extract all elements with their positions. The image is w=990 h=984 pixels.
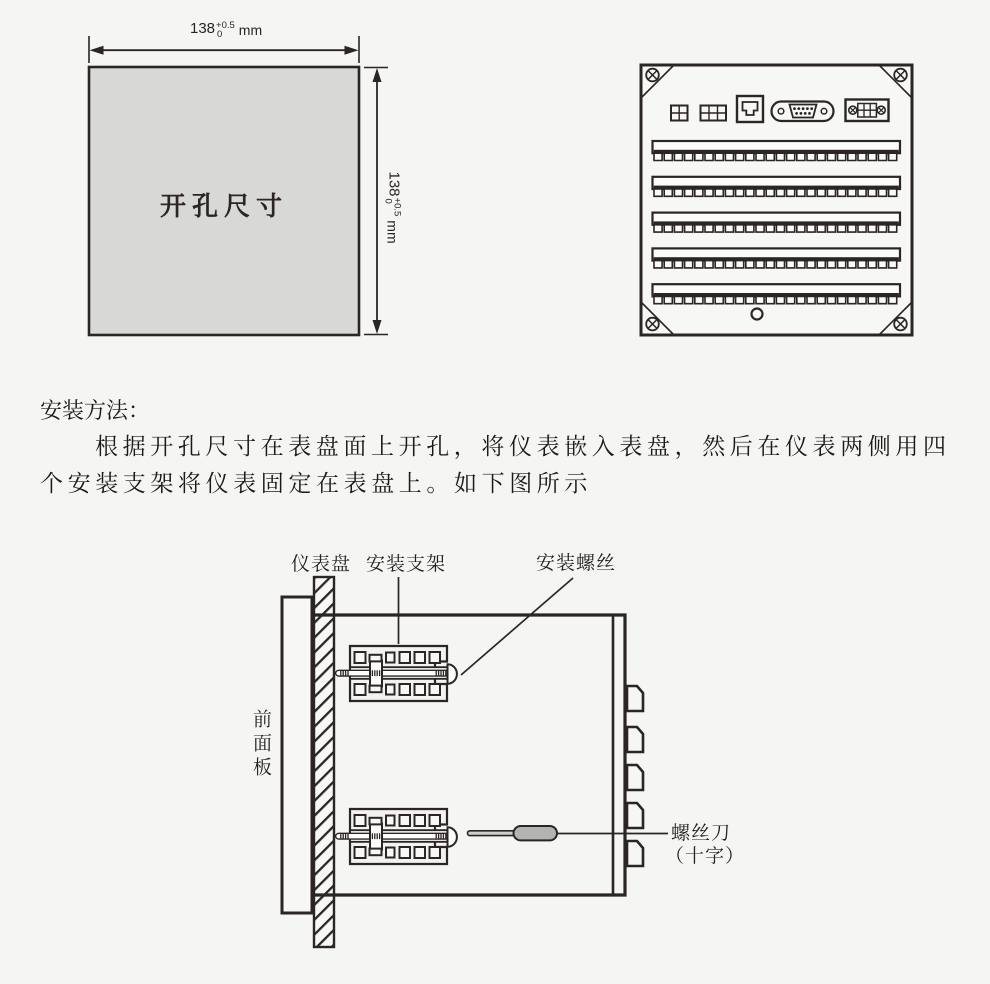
- mounting-bracket: [336, 809, 457, 864]
- height-dimension-label: [381, 171, 403, 244]
- label-instrument-panel: 仪表盘: [291, 554, 352, 575]
- label-mounting-screw: 安装螺丝: [536, 553, 617, 574]
- label-screwdriver-type: （十字）: [665, 846, 746, 867]
- db9-serial-port-icon: [772, 102, 834, 122]
- instrument-panel-wall: [314, 577, 334, 947]
- terminal-2pole-icon: [671, 106, 688, 121]
- cutout-square-label: 开孔尺寸: [159, 192, 288, 221]
- corner-screw-icon: [894, 318, 907, 331]
- label-front-panel: 前面板: [250, 709, 271, 781]
- rj45-jack-icon: [737, 96, 763, 122]
- corner-screw-icon: [894, 69, 907, 82]
- width-dim-unit: mm: [238, 22, 263, 38]
- terminal-3pole-icon: [701, 106, 727, 121]
- instruction-paragraph-line2: 个安装支架将仪表固定在表盘上。如下图所示: [40, 471, 592, 496]
- terminal-strip: [653, 284, 901, 304]
- height-dim-unit: mm: [384, 220, 401, 244]
- terminal-strip: [653, 213, 901, 233]
- label-screwdriver: 螺丝刀: [671, 823, 732, 844]
- corner-screw-icon: [646, 318, 659, 331]
- vent-hole: [752, 309, 763, 320]
- terminal-strip: [653, 177, 901, 197]
- height-dim-tolerance: +0.5 0: [382, 197, 403, 217]
- installation-figure: [282, 577, 668, 947]
- width-dimension: [89, 36, 359, 63]
- installation-method-heading: 安装方法：: [40, 398, 151, 423]
- rear-connector-bumps: [627, 686, 643, 866]
- power-terminal-icon: [846, 100, 889, 122]
- instruction-paragraph-line1: 根据开孔尺寸在表盘面上开孔，将仪表嵌入表盘，然后在仪表两侧用四: [95, 434, 951, 459]
- screwdriver-icon: [468, 826, 558, 840]
- terminal-strip: [653, 248, 901, 268]
- front-panel-bezel: [282, 597, 312, 913]
- height-dim-value: 138: [385, 171, 403, 197]
- width-dimension-label: [190, 21, 262, 39]
- width-dim-value: 138: [190, 20, 216, 37]
- screw-leader-line: [461, 578, 573, 675]
- label-mounting-bracket: 安装支架: [366, 554, 447, 575]
- corner-screw-icon: [646, 69, 659, 82]
- rear-panel-figure: [641, 65, 912, 335]
- terminal-strip: [653, 141, 901, 161]
- width-dim-tolerance: +0.5 0: [216, 20, 235, 40]
- mounting-bracket: [336, 646, 457, 701]
